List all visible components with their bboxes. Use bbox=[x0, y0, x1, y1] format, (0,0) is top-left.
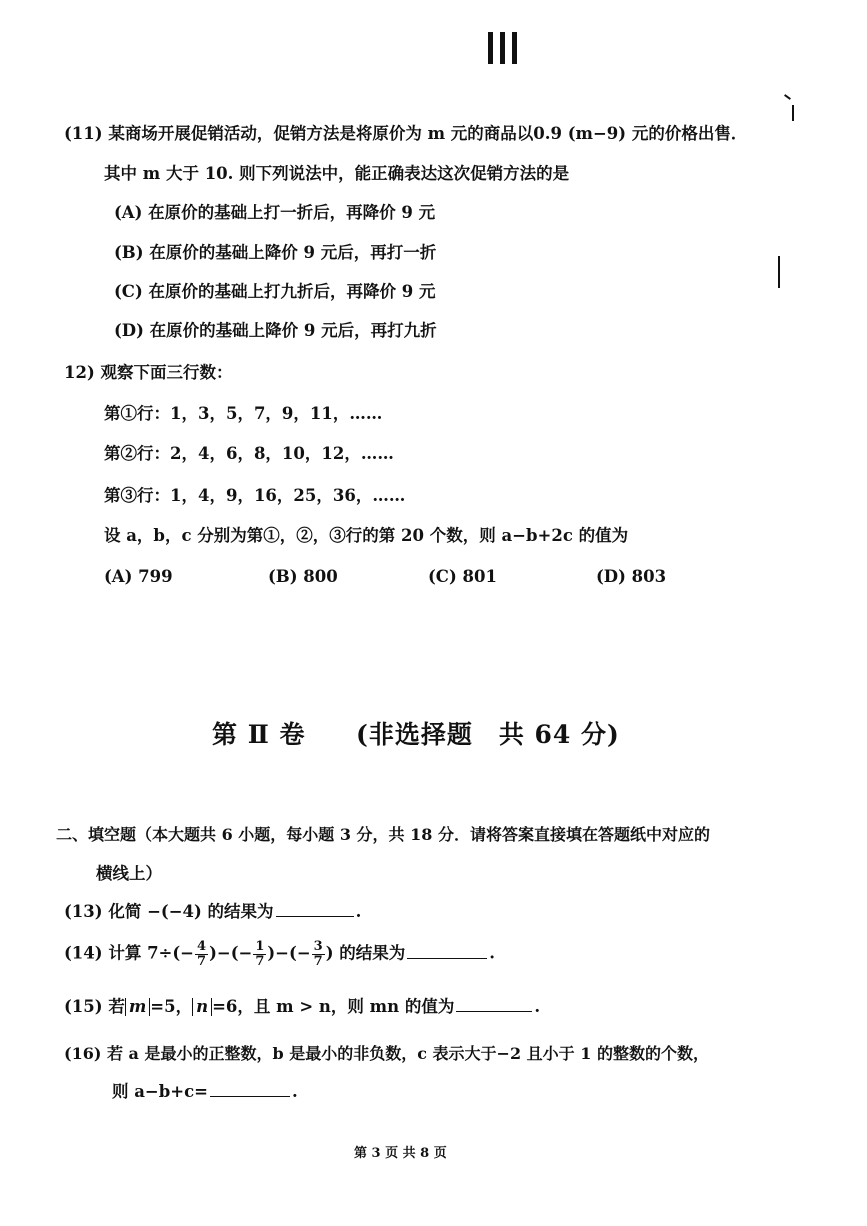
q11-stem-line1: (11) 某商场开展促销活动，促销方法是将原价为 m 元的商品以0.9 (m−9) 元的价格出售． bbox=[64, 124, 748, 143]
q14-fraction-2 bbox=[253, 940, 266, 968]
page-footer: 第 3 页 共 8 页 bbox=[354, 1146, 447, 1161]
q14-fraction-3 bbox=[312, 940, 325, 968]
q11-option-c: (C) 在原价的基础上打九折后，再降价 9 元 bbox=[114, 282, 436, 301]
q14-prefix: (14) 计算 7÷(− bbox=[64, 943, 195, 963]
q15-period: . bbox=[534, 997, 541, 1016]
q13-answer-blank[interactable] bbox=[276, 914, 354, 917]
section-subtitle: (非选择题 共 64 分) bbox=[356, 720, 620, 749]
q12-row-1: 第①行：1，3，5，7，9，11，…… bbox=[104, 404, 383, 423]
q12-option-d: (D) 803 bbox=[596, 567, 667, 586]
q15-eq2: =6，且 m > n，则 mn 的值为 bbox=[212, 997, 455, 1016]
q14-f2-num: 1 bbox=[255, 939, 265, 954]
q15-abs-n: n bbox=[192, 998, 212, 1016]
q16-answer-blank[interactable] bbox=[210, 1094, 290, 1097]
q14-f3-num: 3 bbox=[313, 939, 323, 954]
q15 bbox=[64, 998, 540, 1016]
q11-stem-line2: 其中 m 大于 10. 则下列说法中，能正确表达这次促销方法的是 bbox=[104, 164, 570, 183]
q11-option-b: (B) 在原价的基础上降价 9 元后，再打一折 bbox=[114, 243, 437, 262]
q16-expression: 则 a−b+c= bbox=[112, 1082, 208, 1101]
q14-post: ) 的结果为 bbox=[325, 943, 406, 963]
part2-header-line2: 横线上） bbox=[96, 864, 162, 883]
q12-row-2: 第②行：2，4，6，8，10，12，…… bbox=[104, 444, 394, 463]
q14-f1-den: 7 bbox=[197, 953, 207, 969]
q14-f1-num: 4 bbox=[197, 939, 207, 954]
q14-answer-blank[interactable] bbox=[407, 956, 487, 959]
q14-fraction-1 bbox=[195, 940, 208, 968]
q13 bbox=[64, 904, 361, 921]
q12-option-c: (C) 801 bbox=[428, 567, 497, 586]
q13-text: (13) 化简 −(−4) 的结果为 bbox=[64, 902, 274, 921]
q14-mid-1: )−(− bbox=[209, 943, 253, 963]
q12-question: 设 a，b，c 分别为第①，②，③行的第 20 个数，则 a−b+2c 的值为 bbox=[104, 526, 629, 545]
side-tick-mark bbox=[778, 256, 780, 288]
q15-abs-m: m bbox=[125, 998, 150, 1016]
section-title: 第 Ⅱ 卷 bbox=[212, 720, 306, 749]
q11-option-a: (A) 在原价的基础上打一折后，再降价 9 元 bbox=[114, 203, 436, 222]
q12-option-a: (A) 799 bbox=[104, 567, 173, 586]
q15-answer-blank[interactable] bbox=[456, 1009, 532, 1012]
q14-period: . bbox=[489, 943, 495, 963]
q15-eq1: =5， bbox=[150, 997, 193, 1016]
q12-row-3: 第③行：1，4，9，16，25，36，…… bbox=[104, 486, 406, 505]
q16-line1: (16) 若 a 是最小的正整数，b 是最小的非负数，c 表示大于−2 且小于 1 的整数的个数， bbox=[64, 1044, 709, 1063]
header-bar-marks bbox=[488, 32, 524, 64]
q16-period: . bbox=[292, 1082, 298, 1101]
q16-line2 bbox=[112, 1084, 298, 1101]
side-corner-mark bbox=[784, 96, 798, 124]
q14-f3-den: 7 bbox=[313, 953, 323, 969]
q14 bbox=[64, 940, 495, 968]
q15-prefix: (15) 若 bbox=[64, 997, 125, 1016]
q12-stem: 12) 观察下面三行数： bbox=[64, 363, 233, 382]
part2-header-line1: 二、填空题（本大题共 6 小题，每小题 3 分，共 18 分．请将答案直接填在答题纸中对应的 bbox=[56, 825, 710, 844]
q14-f2-den: 7 bbox=[255, 953, 265, 969]
q12-option-b: (B) 800 bbox=[268, 567, 338, 586]
q14-mid-2: )−(− bbox=[267, 943, 311, 963]
q11-option-d: (D) 在原价的基础上降价 9 元后，再打九折 bbox=[114, 321, 437, 340]
q13-period: . bbox=[355, 902, 362, 921]
